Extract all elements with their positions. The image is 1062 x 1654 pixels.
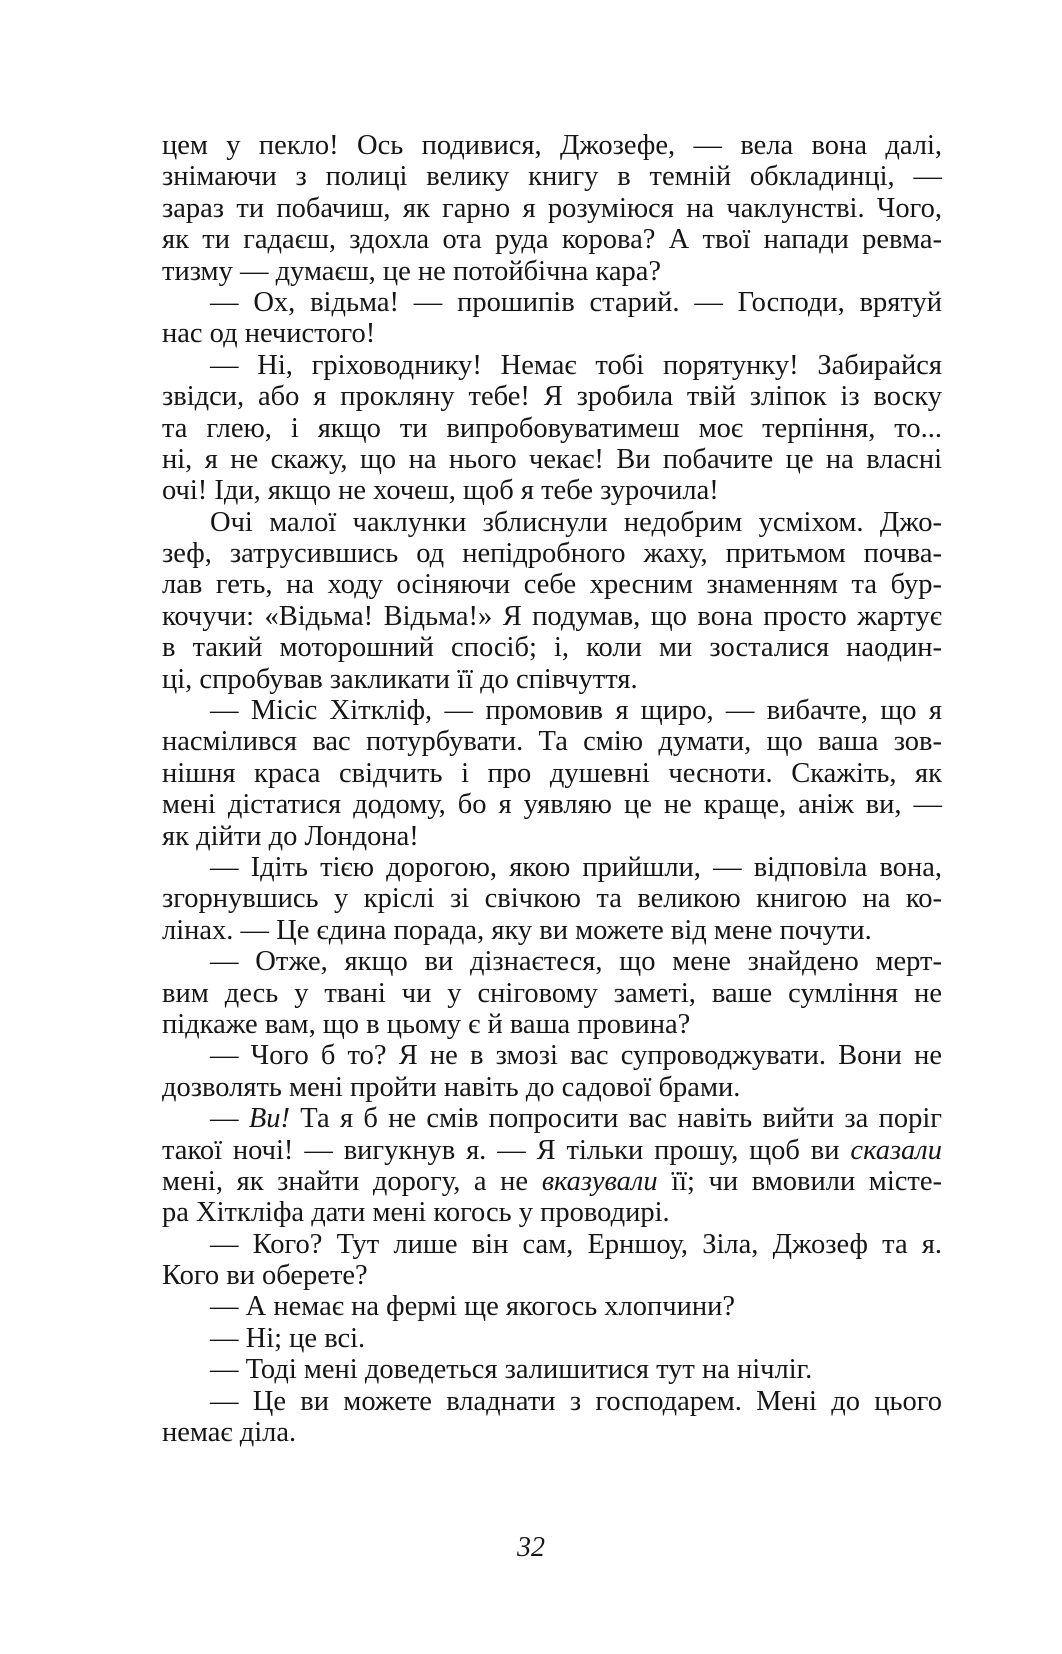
book-page-text [162, 130, 942, 1448]
text-line: Очі малої чаклунки зблиснули недобрим усміхом. Джо- [210, 506, 942, 538]
text-line: ра Хіткліфа дати мені когось у проводирі. [162, 1197, 670, 1229]
text-line: — Ні, гріховоднику! Немає тобі порятунку! Забирайся [210, 349, 942, 381]
text-line: кочучи: «Відьма! Відьма!» Я подумав, що вона просто жартує [162, 600, 942, 632]
text-line: — А немає на фермі ще якогось хлопчини? [210, 1291, 736, 1323]
text-line-mixed [162, 1135, 942, 1166]
text-line: згорнувшись у кріслі зі свічкою та великою книгою на ко- [162, 883, 942, 915]
text-line: зеф, затрусившись од непідробного жаху, притьмом почва- [162, 538, 942, 570]
text-line: немає діла. [162, 1417, 297, 1449]
text-line-mixed [162, 1166, 942, 1197]
text-line: дозволять мені пройти навіть до садової брами. [162, 1071, 741, 1103]
text-line: зараз ти побачиш, як гарно я розуміюся на чаклунстві. Чого, [162, 192, 942, 224]
text-run: — [210, 1103, 249, 1135]
page-number: 32 [517, 1532, 545, 1563]
text-line: ці, спробував закликати її до співчуття. [162, 663, 638, 695]
text-run: Та я б не смів попросити вас навіть вийти за поріг [289, 1103, 943, 1135]
text-line: лав геть, на ходу осіняючи себе хресним знаменням та бур- [162, 569, 942, 601]
text-line: як ти гадаєш, здохла ота руда корова? А твої напади ревма- [162, 224, 942, 256]
text-line: мені дістатися додому, бо я уявляю це не краще, аніж ви, — [162, 789, 942, 821]
text-line: знімаючи з полиці велику книгу в темній обкладинці, — [162, 161, 942, 193]
text-line: цем у пекло! Ось подивися, Джозефе, — вела вона далі, [162, 130, 942, 161]
text-line: нішня краса свідчить і про душевні чесноти. Скажіть, як [162, 757, 942, 789]
text-line: лінах. — Це єдина порада, яку ви можете від мене почути. [162, 914, 872, 946]
text-line: — Тоді мені доведеться залишитися тут на нічліг. [210, 1354, 813, 1386]
text-line: очі! Іди, якщо не хочеш, щоб я тебе зурочила! [162, 475, 719, 507]
text-line: — Кого? Тут лише він сам, Ерншоу, Зіла, Джозеф та я. [210, 1228, 942, 1260]
text-run: мені, як знайти дорогу, а не [162, 1165, 542, 1197]
text-line: — Ідіть тією дорогою, якою прийшли, — відповіла вона, [210, 851, 942, 883]
text-line: як дійти до Лондона! [162, 820, 419, 852]
text-line: — Це ви можете владнати з господарем. Мені до цього [210, 1385, 942, 1417]
text-line: насмілився вас потурбувати. Та смію думати, що ваша зов- [162, 726, 942, 758]
emphasis-text: вказували [541, 1165, 658, 1197]
text-line: ні, я не скажу, що на нього чекає! Ви побачите це на власні [162, 443, 942, 475]
text-line: нас од нечистого! [162, 318, 376, 350]
text-line: — Ні; це всі. [210, 1322, 366, 1354]
text-line: звідси, або я прокляну тебе! Я зробила твій зліпок із воску [162, 381, 942, 413]
text-line: Кого ви оберете? [162, 1260, 368, 1292]
text-line: — Отже, якщо ви дізнаєтеся, що мене знайдено мерт- [210, 946, 942, 978]
text-line: тизму — думаєш, це не потойбічна кара? [162, 255, 662, 287]
text-line: — Ох, відьма! — прошипів старий. — Господи, врятуй [210, 286, 942, 318]
text-run: такої ночі! — вигукнув я. — Я тільки прошу, щоб ви [162, 1134, 851, 1166]
text-run: її; чи вмовили місте- [657, 1165, 942, 1197]
text-line-mixed [162, 1103, 942, 1134]
text-line: в такий моторошний спосіб; і, коли ми зосталися наодин- [162, 632, 942, 664]
text-line: вим десь у твані чи у сніговому заметі, ваше сумління не [162, 977, 942, 1009]
emphasis-text: сказали [850, 1134, 942, 1166]
text-line: та глею, і якщо ти випробовуватимеш моє терпіння, то... [162, 412, 942, 444]
text-line: — Місіс Хіткліф, — промовив я щиро, — вибачте, що я [210, 695, 942, 727]
text-line: підкаже вам, що в цьому є й ваша провина? [162, 1008, 691, 1040]
text-line: — Чого б то? Я не в змозі вас супроводжувати. Вони не [210, 1040, 942, 1072]
emphasis-text: Ви! [248, 1103, 290, 1135]
